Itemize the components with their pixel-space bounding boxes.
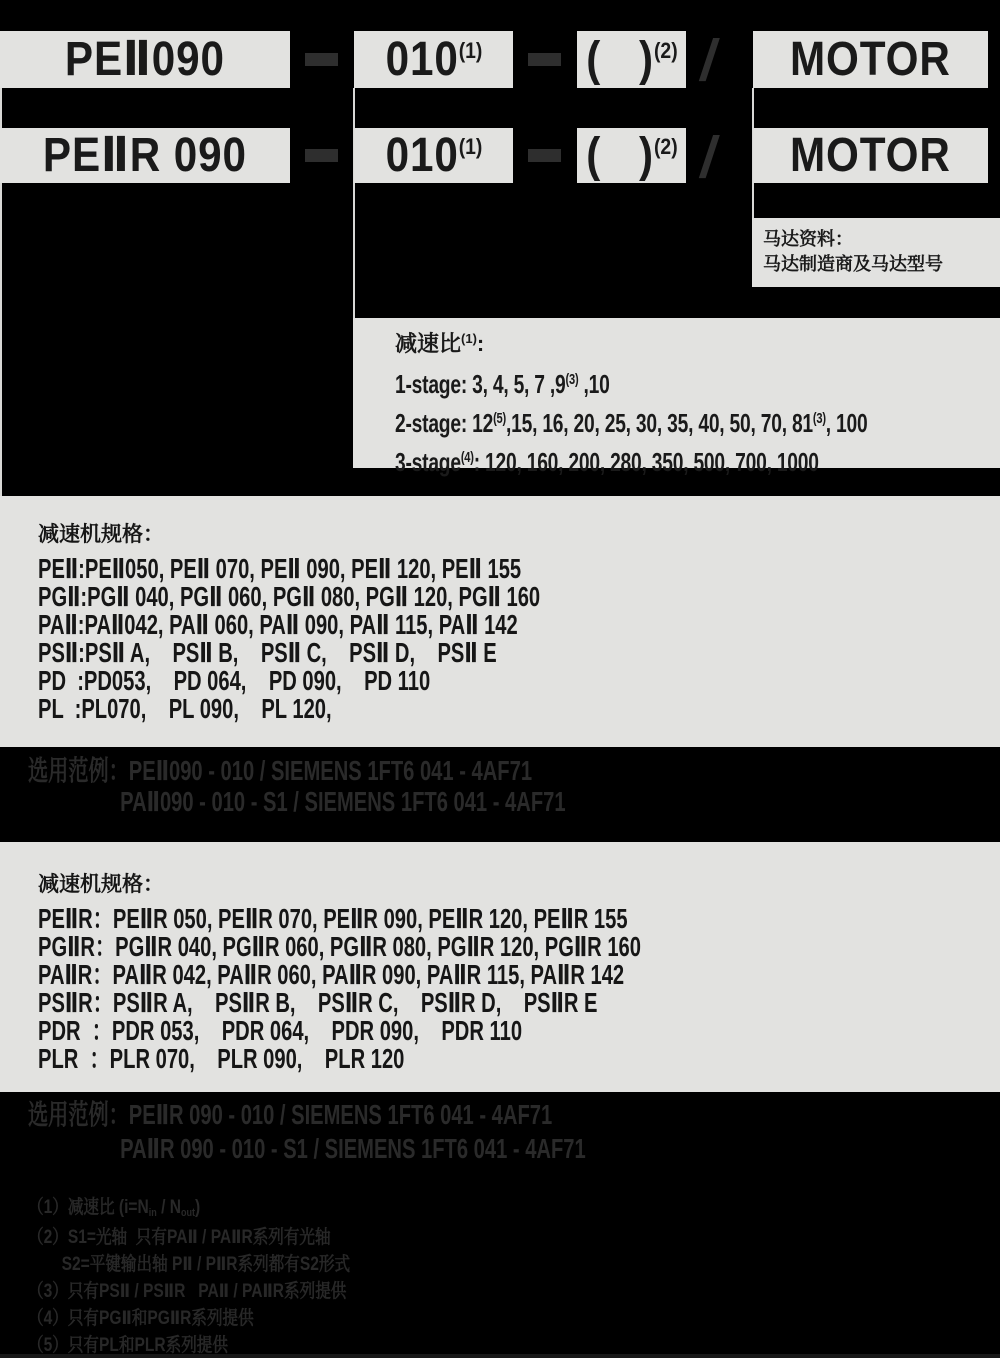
- ratio-code-row2: 010$^{(1)}$: [385, 128, 482, 182]
- spec-row-pl: PL :PL070, PL 090, PL 120,: [38, 693, 332, 724]
- motor-code-row1: MOTOR: [790, 32, 951, 86]
- example-standard: [28, 755, 775, 817]
- example-line-2: PAⅡ090 - 010 - S1 / SIEMENS 1FT6 041 - 4AF71: [120, 786, 566, 817]
- shaft-code-row2: ( )$^{(2)}$: [585, 128, 678, 182]
- code-box-shaft-row1: [577, 31, 686, 88]
- footnote-2b: S2=平键输出轴 PⅡ / PⅡR系列都有S2形式: [61, 1254, 351, 1275]
- spec-row-pe2r: PEⅡR：PEⅡR 050, PEⅡR 070, PEⅡR 090, PEⅡR 120, PEⅡR 155: [38, 903, 628, 934]
- motor-info-title: 马达资料：: [763, 229, 853, 249]
- example-line-2: PAⅡR 090 - 010 - S1 / SIEMENS 1FT6 041 - 4AF71: [120, 1133, 586, 1164]
- spec-row-pd: PD :PD053, PD 064, PD 090, PD 110: [38, 665, 431, 696]
- spec-row-ps2r: PSⅡR：PSⅡR A, PSⅡR B, PSⅡR C, PSⅡR D, PSⅡR E: [38, 987, 598, 1018]
- dash-separator: [305, 149, 338, 162]
- example-line-1: 选用范例：PEⅡR 090 - 010 / SIEMENS 1FT6 041 - 4AF71: [28, 1099, 553, 1130]
- ratio-code-row1: 010$^{(1)}$: [385, 32, 482, 86]
- dash-separator: [528, 53, 561, 66]
- motor-info-box: [752, 218, 1000, 287]
- example-label: 选用范例：: [28, 1099, 129, 1130]
- spec-panel-title: 减速机规格：: [38, 873, 164, 896]
- spec-panel-title: 减速机规格：: [38, 523, 164, 546]
- footnote-4: （4）只有PGⅡ和PGⅡR系列提供: [28, 1308, 254, 1329]
- example-r-series: [28, 1098, 803, 1166]
- ratio-stage2: 2-stage: 12$^{(5)}$,15, 16, 20, 25, 30, 35, 40, 50, 70, 81$^{(3)}$, 100: [395, 408, 868, 438]
- footnote-5: （5）只有PL和PLR系列提供: [28, 1335, 228, 1356]
- footnote-ref-2: (2): [653, 37, 678, 63]
- ratio-stage3: 3-stage$^{(4)}$: 120, 160, 200, 280, 350, 500, 700, 1000: [395, 447, 819, 477]
- example-line-1: 选用范例：PEⅡ090 - 010 / SIEMENS 1FT6 041 - 4AF71: [28, 755, 533, 786]
- code-box-ratio-row1: [354, 31, 513, 88]
- spec-row-pe2: PEⅡ:PEⅡ050, PEⅡ 070, PEⅡ 090, PEⅡ 120, PEⅡ 155: [38, 553, 522, 584]
- footnote-ref-2: (2): [653, 133, 678, 159]
- spec-panel-r-series: [0, 842, 1000, 1092]
- slash-separator: /: [696, 28, 722, 93]
- ratio-stage1: 1-stage: 3, 4, 5, 7 ,9$^{(3)}$ ,10: [395, 369, 610, 399]
- spec-row-pa2: PAⅡ:PAⅡ042, PAⅡ 060, PAⅡ 090, PAⅡ 115, PAⅡ 142: [38, 609, 518, 640]
- shaft-code-row1: ( )$^{(2)}$: [585, 32, 678, 86]
- spec-row-pdr: PDR ：PDR 053, PDR 064, PDR 090, PDR 110: [38, 1015, 523, 1046]
- motor-code-row2: MOTOR: [790, 128, 951, 182]
- series-code-row2: PEⅡR 090: [43, 128, 247, 182]
- slash-separator: /: [696, 125, 722, 190]
- leader-line-ratio: [353, 88, 355, 318]
- spec-row-plr: PLR ：PLR 070, PLR 090, PLR 120: [38, 1043, 405, 1074]
- footnote-ref-3: (3): [812, 410, 826, 427]
- footnote-ref-3: (3): [565, 371, 579, 388]
- dash-separator: [528, 149, 561, 162]
- footnote-ref-4: (4): [460, 449, 474, 466]
- footnote-1: （1）减速比 (i=Nin / Nout): [28, 1197, 201, 1219]
- spec-row-ps2: PSⅡ:PSⅡ A, PSⅡ B, PSⅡ C, PSⅡ D, PSⅡ E: [38, 637, 497, 668]
- footnote-3: （3）只有PSⅡ / PSⅡR PAⅡ / PAⅡR系列提供: [28, 1281, 347, 1302]
- footnote-ref-1: (1): [458, 37, 482, 63]
- ratio-title: 减速比$^{(1)}$:: [395, 331, 485, 356]
- footnote-ref-1: (1): [458, 133, 482, 159]
- dash-separator: [305, 53, 338, 66]
- footnote-2: （2）S1=光轴 只有PAⅡ / PAⅡR系列有光轴: [28, 1227, 331, 1248]
- example-label: 选用范例：: [28, 755, 129, 786]
- spec-panel-standard: [0, 496, 1000, 747]
- motor-info-detail: 马达制造商及马达型号: [763, 254, 943, 274]
- code-box-motor-row1: [753, 31, 988, 88]
- code-box-ratio-row2: [354, 128, 513, 183]
- spec-row-pg2: PGⅡ:PGⅡ 040, PGⅡ 060, PGⅡ 080, PGⅡ 120, PGⅡ 160: [38, 581, 541, 612]
- spec-row-pg2r: PGⅡR：PGⅡR 040, PGⅡR 060, PGⅡR 080, PGⅡR 120, PGⅡR 160: [38, 931, 641, 962]
- footnote-ref-1: (1): [461, 331, 477, 346]
- footnotes: [28, 1194, 421, 1358]
- code-box-series-row1: [0, 31, 290, 88]
- footnote-ref-5: (5): [493, 410, 506, 427]
- code-box-series-row2: [0, 128, 290, 183]
- code-box-motor-row2: [753, 128, 988, 183]
- code-box-shaft-row2: [577, 128, 686, 183]
- reduction-ratio-box: [353, 318, 1000, 477]
- series-code-row1: PEⅡ090: [65, 32, 225, 86]
- spec-row-pa2r: PAⅡR：PAⅡR 042, PAⅡR 060, PAⅡR 090, PAⅡR 115, PAⅡR 142: [38, 959, 625, 990]
